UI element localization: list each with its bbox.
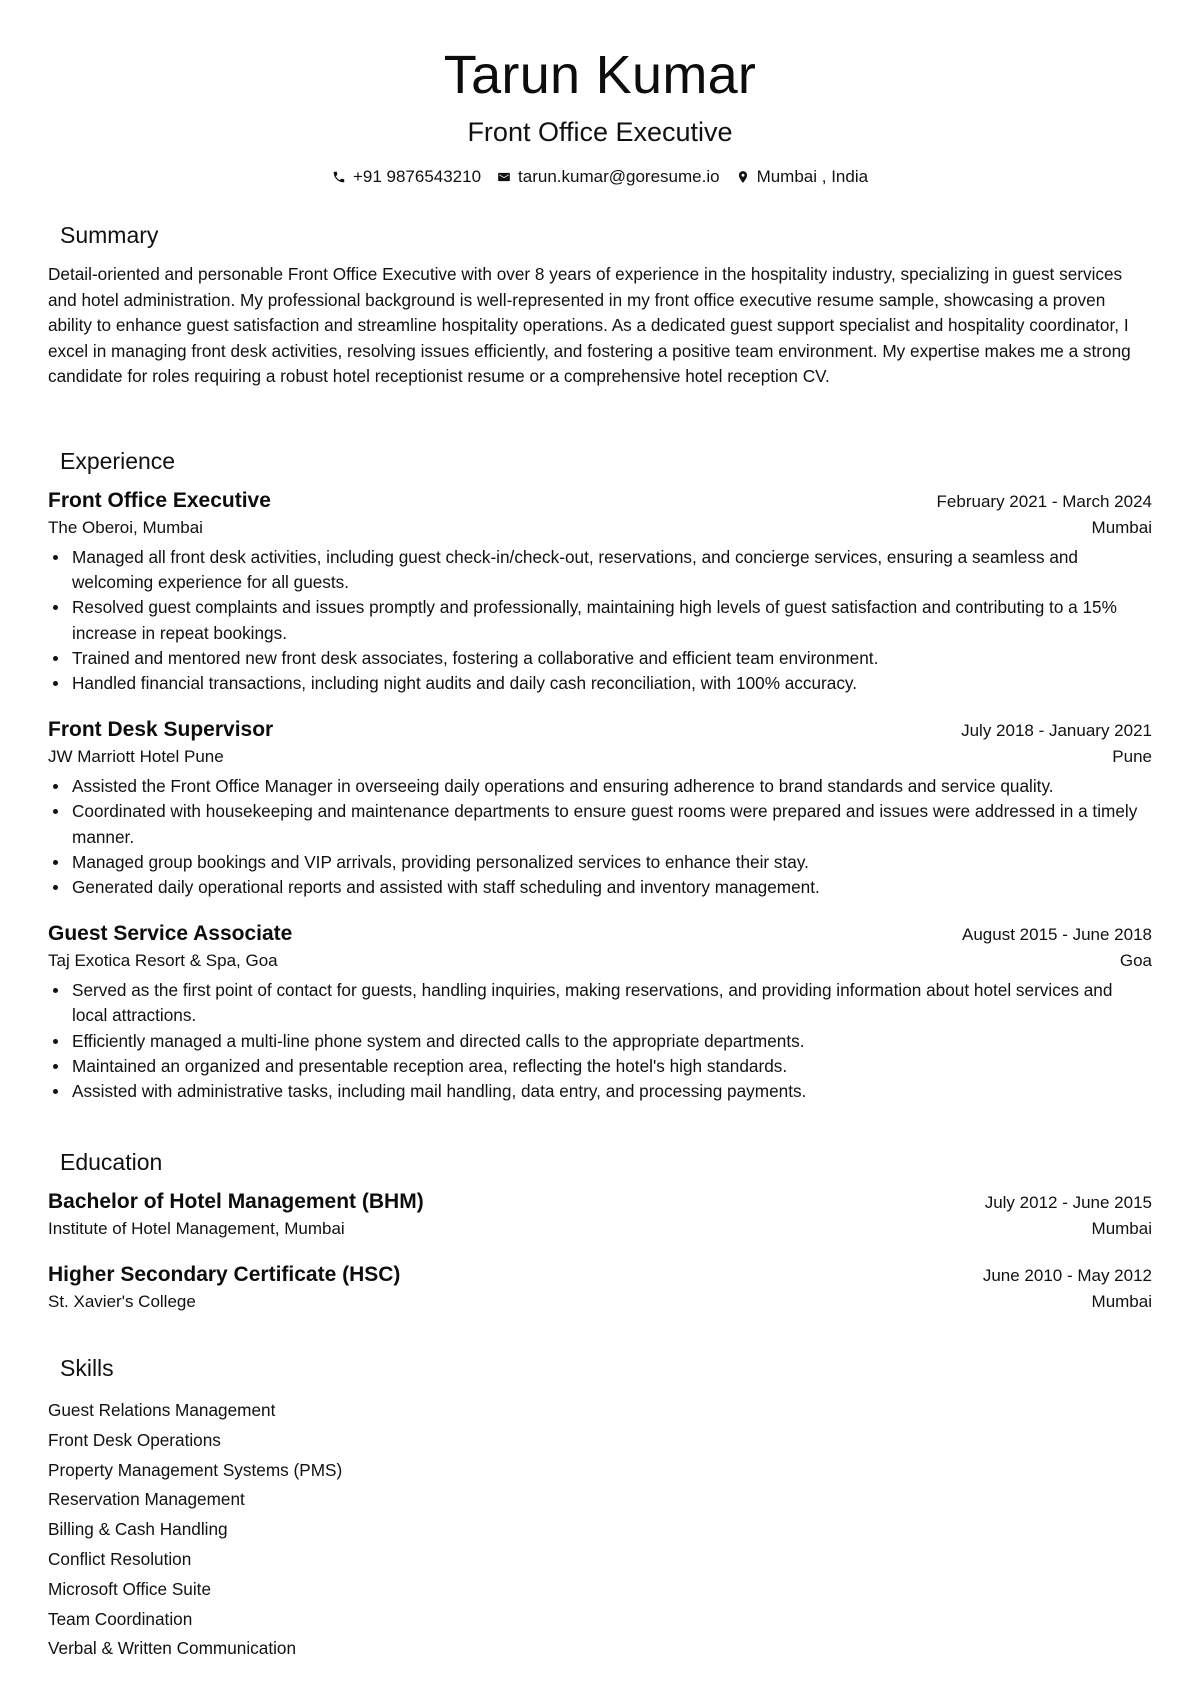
education-section [48,1148,1152,1314]
bullet-item: Served as the first point of contact for guests, handling inquiries, making reservations, and providing information about hotel services and local attractions. [48,978,1152,1028]
skill-item: Team Coordination [48,1608,193,1629]
skills-section [48,1354,1152,1664]
contact-bar [48,166,1152,188]
bullet-item: Resolved guest complaints and issues promptly and professionally, maintaining high levels of guest satisfaction and contributing to a 15% increase in repeat bookings. [48,595,1152,645]
job-location: Goa [1119,951,1152,971]
job-title: Guest Service Associate [48,922,293,946]
job-location: Mumbai [1091,518,1152,537]
contact-phone [332,166,481,188]
bullet-item: Assisted the Front Office Manager in overseeing daily operations and ensuring adherence to brand standards and service quality. [48,774,1152,799]
education-entry [48,1188,1152,1241]
job-bullets [48,774,1152,900]
job-dates: August 2015 - June 2018 [962,925,1152,945]
job-entry [48,487,1152,696]
school-name: St. Xavier's College [48,1292,196,1311]
resume-page [48,0,1152,1659]
contact-email [497,166,720,188]
section-title-experience: Experience [60,448,176,474]
job-company: JW Marriott Hotel Pune [48,747,224,767]
bullet-item: Managed all front desk activities, including guest check-in/check-out, reservations, and concierge services, ensuring a seamless and welcoming experience for all guests. [48,545,1152,595]
skill-item: Reservation Management [48,1489,245,1510]
bullet-item: Assisted with administrative tasks, including mail handling, data entry, and processing payments. [48,1079,1152,1104]
bullet-item: Efficiently managed a multi-line phone system and directed calls to the appropriate departments. [48,1029,1152,1054]
location-pin-icon [736,170,750,184]
job-dates: February 2021 - March 2024 [936,492,1152,511]
experience-section [48,447,1152,1104]
school-name: Institute of Hotel Management, Mumbai [48,1219,345,1238]
skill-item: Verbal & Written Communication [48,1638,297,1659]
school-location: Mumbai [1091,1292,1152,1311]
bullet-item: Coordinated with housekeeping and maintenance departments to ensure guest rooms were prepared and issues were addressed in a timely manner. [48,799,1152,849]
candidate-name: Tarun Kumar [443,45,757,105]
phone-number: +91 9876543210 [352,167,482,186]
phone-icon [332,170,346,184]
resume-header [48,0,1152,188]
job-entry [48,716,1152,900]
skill-item: Property Management Systems (PMS) [48,1459,343,1480]
section-title-summary: Summary [60,222,159,248]
mail-icon [497,170,511,184]
skill-item: Guest Relations Management [48,1400,276,1420]
section-title-skills: Skills [60,1355,114,1381]
bullet-item: Generated daily operational reports and assisted with staff scheduling and inventory management. [48,875,1152,900]
job-entry [48,920,1152,1104]
candidate-role: Front Office Executive [467,117,733,147]
degree-title: Bachelor of Hotel Management (BHM) [48,1190,424,1213]
section-title-education: Education [60,1149,163,1175]
skill-item: Conflict Resolution [48,1548,192,1569]
job-company: Taj Exotica Resort & Spa, Goa [48,951,278,971]
skill-item: Microsoft Office Suite [48,1578,212,1599]
summary-text: Detail-oriented and personable Front Office Executive with over 8 years of experience in the hospitality industry, specializing in guest services and hotel administration. My professional background is well-represented in my front office executive resume sample, showcasing a proven ability to enhance guest satisfaction and streamline hospitality operations. As a dedicated guest support specialist and hospitality coordinator, I excel in managing front desk activities, resolving issues efficiently, and fostering a positive team environment. My expertise makes me a strong candidate for roles requiring a robust hotel receptionist resume or a comprehensive hotel reception CV. [48,264,1131,386]
job-company: The Oberoi, Mumbai [48,518,203,537]
job-bullets [48,545,1152,696]
degree-dates: June 2010 - May 2012 [982,1266,1152,1285]
job-title: Front Desk Supervisor [48,718,274,742]
contact-location [736,166,869,188]
job-title: Front Office Executive [48,489,271,512]
bullet-item: Handled financial transactions, including night audits and daily cash reconciliation, with 100% accuracy. [48,671,1152,696]
education-entry [48,1261,1152,1314]
job-dates: July 2018 - January 2021 [961,721,1152,741]
job-bullets [48,978,1152,1104]
skill-item: Billing & Cash Handling [48,1519,228,1540]
skills-list [48,1396,1152,1664]
location-text: Mumbai , India [756,167,869,186]
degree-dates: July 2012 - June 2015 [984,1193,1152,1212]
degree-title: Higher Secondary Certificate (HSC) [48,1263,401,1286]
email-address: tarun.kumar@goresume.io [518,167,720,186]
bullet-item: Trained and mentored new front desk associates, fostering a collaborative and efficient team environment. [48,646,1152,671]
bullet-item: Maintained an organized and presentable reception area, reflecting the hotel's high standards. [48,1054,1152,1079]
bullet-item: Managed group bookings and VIP arrivals, providing personalized services to enhance their stay. [48,850,1152,875]
summary-section [48,221,1152,390]
school-location: Mumbai [1091,1219,1152,1238]
skill-item: Front Desk Operations [48,1429,221,1450]
job-location: Pune [1112,747,1152,767]
